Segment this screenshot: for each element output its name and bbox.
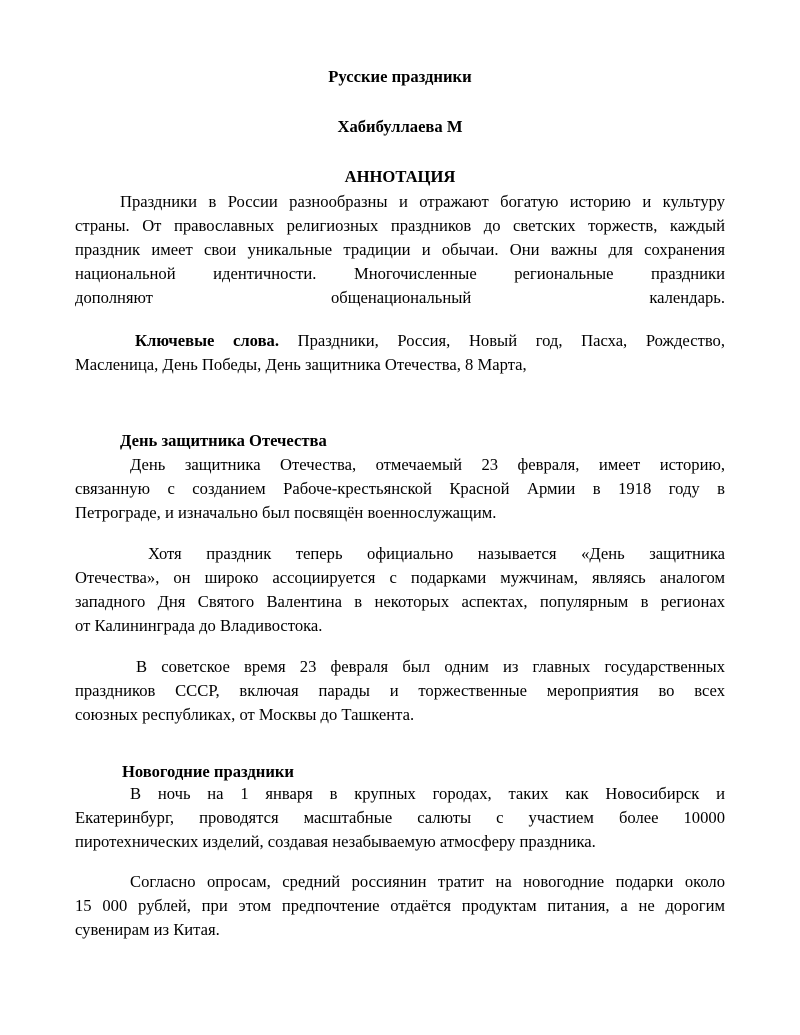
paragraph-line: праздников СССР, включая парады и торжественные мероприятия во всех: [75, 681, 725, 700]
annotation-line: праздник имеет свои уникальные традиции и обычаи. Они важны для сохранения: [75, 240, 725, 259]
section-heading: День защитника Отечества: [120, 431, 327, 450]
paragraph-line: Согласно опросам, средний россиянин тратит на новогодние подарки около: [130, 872, 725, 891]
document-author: Хабибуллаева М: [337, 117, 463, 136]
annotation-heading: АННОТАЦИЯ: [344, 167, 456, 186]
section-heading: Новогодние праздники: [122, 762, 294, 781]
paragraph-line: от Калининграда до Владивостока.: [75, 616, 323, 635]
annotation-line: Праздники в России разнообразны и отражают богатую историю и культуру: [120, 192, 725, 211]
annotation-line: страны. От православных религиозных праздников до светских торжеств, каждый: [75, 216, 725, 235]
paragraph-line: сувенирам из Китая.: [75, 920, 220, 939]
keywords-line: Масленица, День Победы, День защитника Отечества, 8 Марта,: [75, 355, 527, 374]
paragraph-line: Хотя праздник теперь официально называется «День защитника: [148, 544, 725, 563]
keywords-label: Ключевые слова.: [135, 331, 279, 350]
keywords-line: [135, 331, 725, 351]
paragraph-line: 15 000 рублей, при этом предпочтение отдаётся продуктам питания, а не дорогим: [75, 896, 725, 915]
paragraph-line: Отечества», он широко ассоциируется с подарками мужчинам, являясь аналогом: [75, 568, 725, 587]
paragraph-line: Екатеринбург, проводятся масштабные салюты с участием более 10000: [75, 808, 725, 827]
keywords-text: Праздники, Россия, Новый год, Пасха, Рождество,: [278, 331, 725, 350]
paragraph-line: связанную с созданием Рабоче-крестьянской Красной Армии в 1918 году в: [75, 479, 725, 498]
paragraph-line: День защитника Отечества, отмечаемый 23 февраля, имеет историю,: [130, 455, 725, 474]
paragraph-line: союзных республиках, от Москвы до Ташкента.: [75, 705, 415, 724]
paragraph-line: В советское время 23 февраля был одним из главных государственных: [136, 657, 725, 676]
paragraph-line: пиротехнических изделий, создавая незабываемую атмосферу праздника.: [75, 832, 596, 851]
paragraph-line: западного Дня Святого Валентина в некоторых аспектах, популярным в регионах: [75, 592, 725, 611]
annotation-line: национальной идентичности. Многочисленные региональные праздники: [75, 264, 725, 283]
annotation-line: дополняют общенациональный календарь.: [75, 288, 725, 307]
paragraph-line: В ночь на 1 января в крупных городах, таких как Новосибирск и: [130, 784, 725, 803]
paragraph-line: Петрограде, и изначально был посвящён военнослужащим.: [75, 503, 497, 522]
document-title: Русские праздники: [328, 67, 472, 86]
